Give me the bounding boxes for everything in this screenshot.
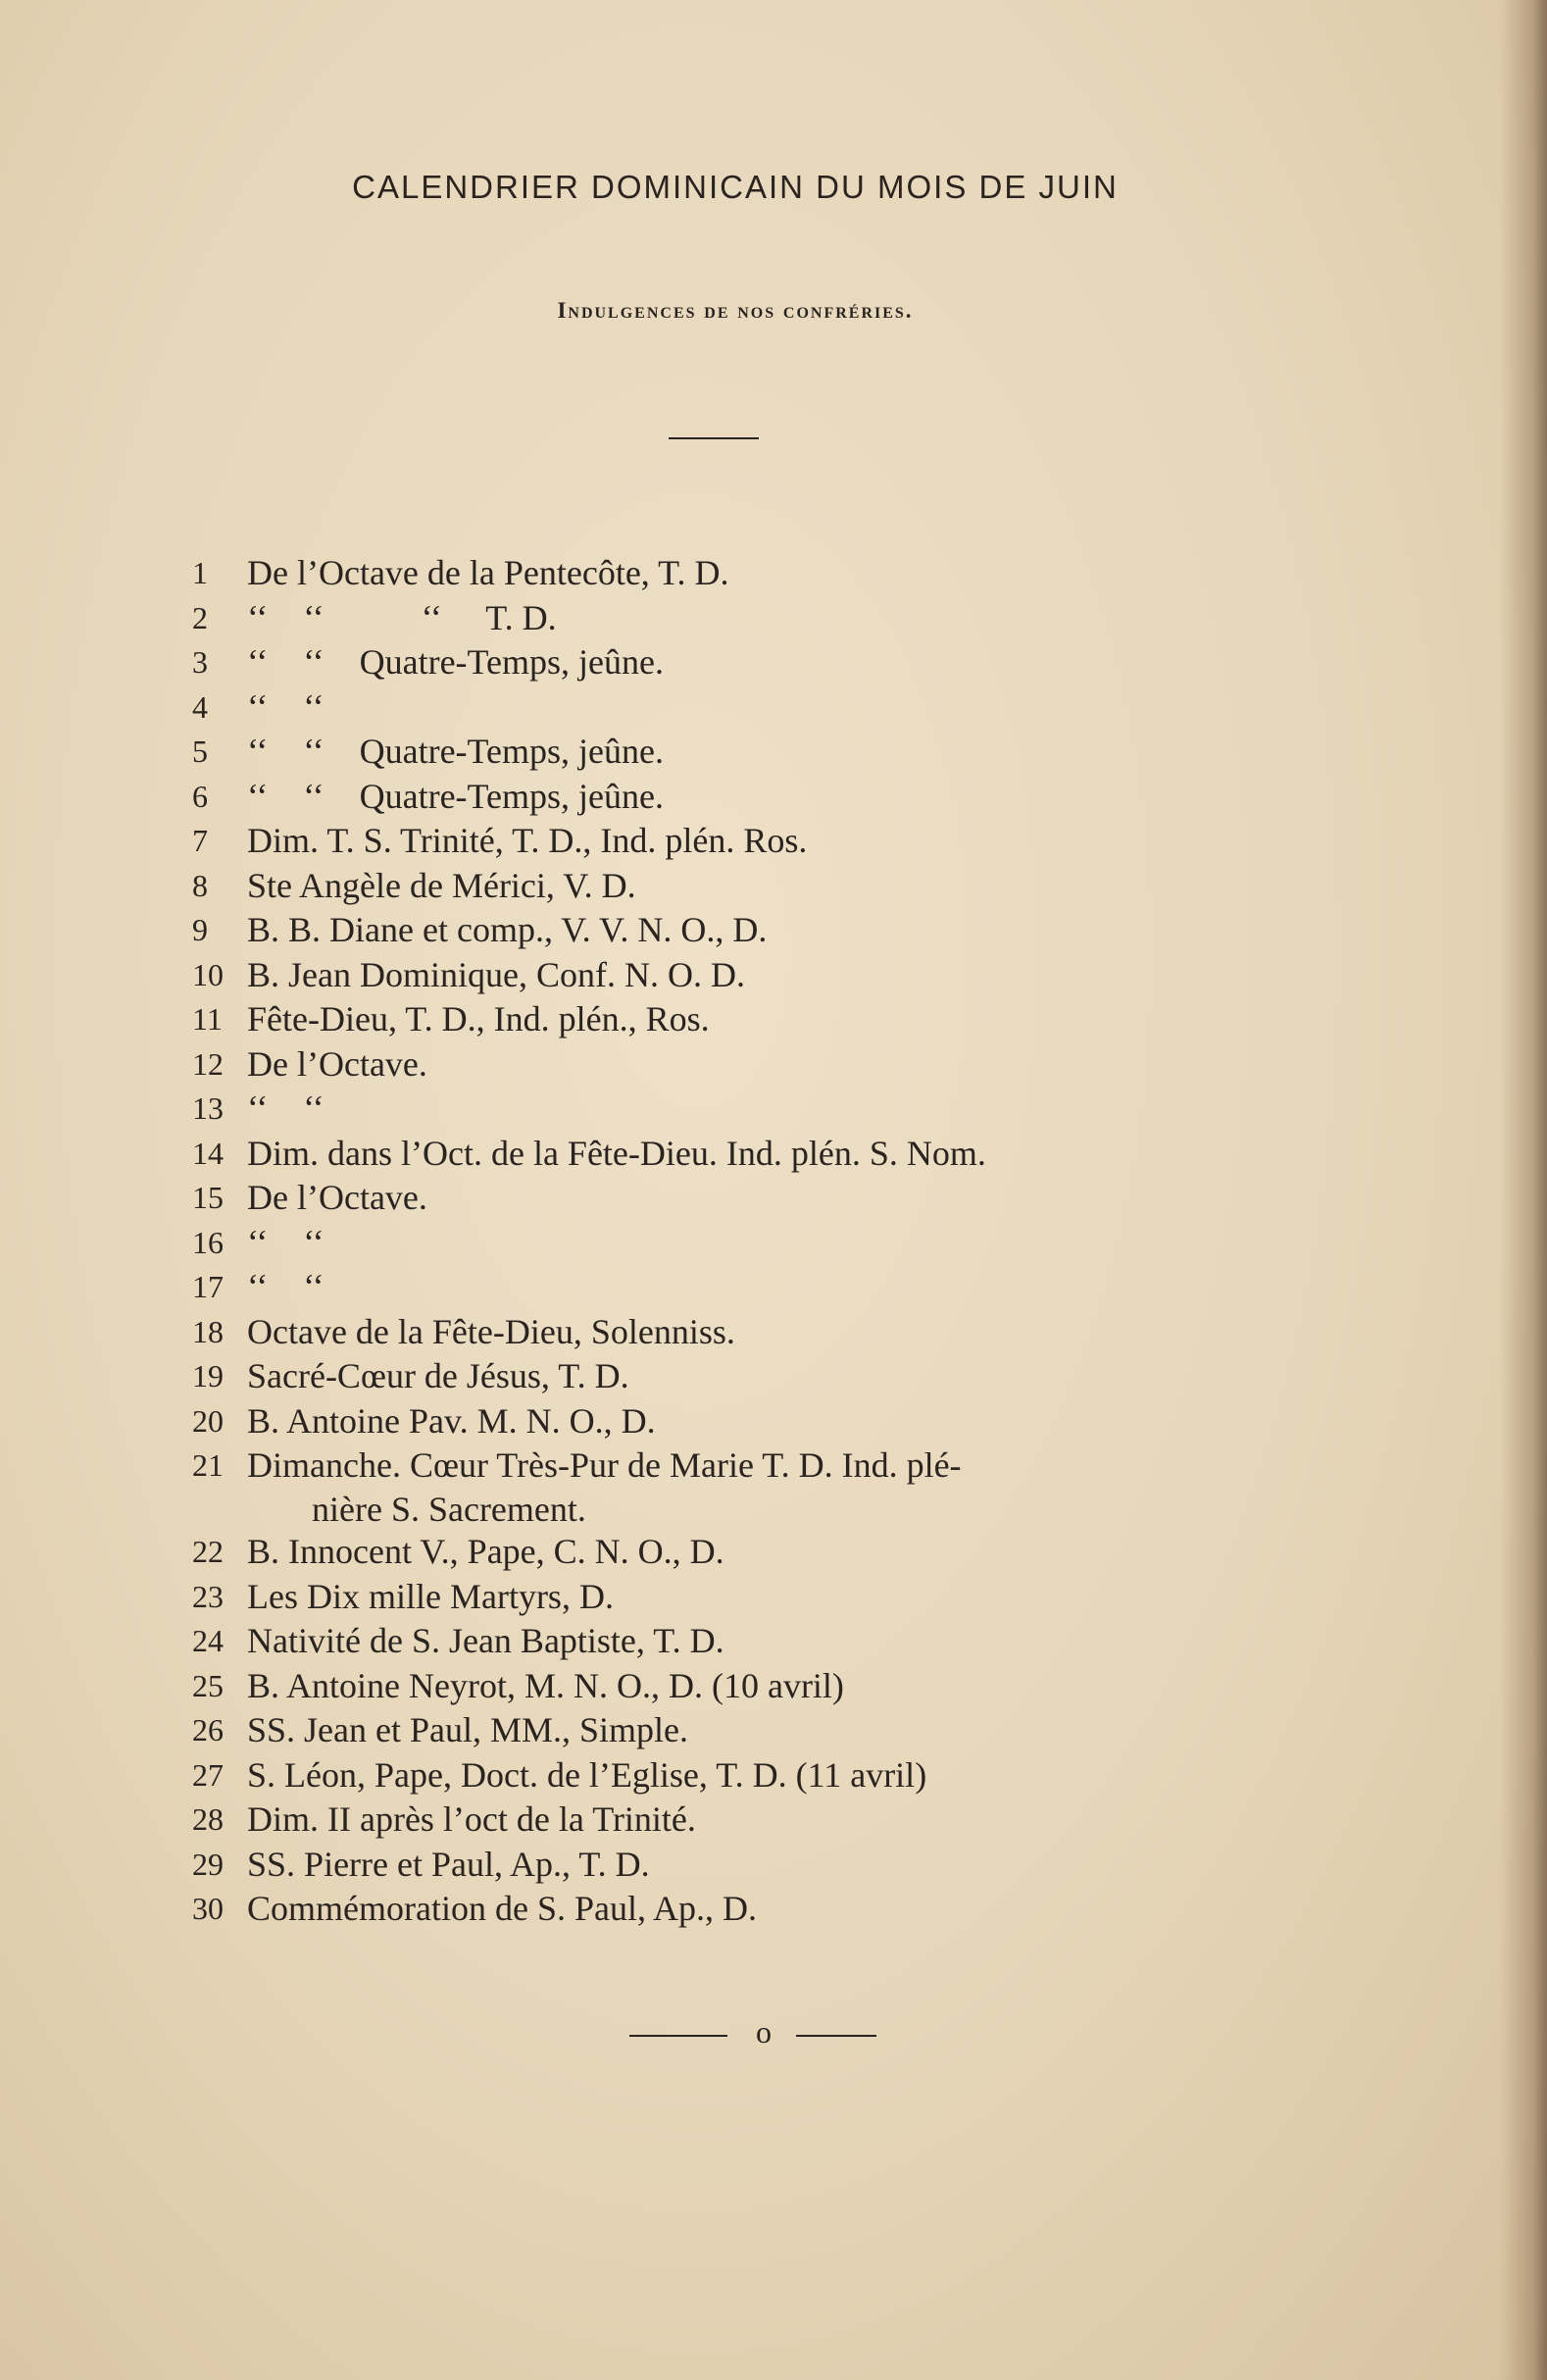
day-text: B. B. Diane et comp., V. V. N. O., D. [247, 910, 768, 949]
day-text: SS. Pierre et Paul, Ap., T. D. [247, 1844, 650, 1884]
day-number: 27 [192, 1756, 224, 1793]
calendar-entry-4 [0, 685, 1471, 731]
day-number: 5 [192, 734, 208, 769]
day-number: 13 [192, 1090, 224, 1126]
calendar-entry-15 [0, 1176, 1471, 1221]
day-number: 17 [192, 1269, 224, 1304]
day-number: 29 [192, 1846, 224, 1882]
day-text: Nativité de S. Jean Baptiste, T. D. [247, 1621, 724, 1660]
day-text: ‘‘ ‘‘ [247, 1222, 324, 1262]
calendar-entry-29 [0, 1843, 1471, 1888]
calendar-entry-11 [0, 997, 1471, 1042]
day-text: Sacré-Cœur de Jésus, T. D. [247, 1356, 629, 1395]
calendar-entry-5 [0, 730, 1471, 775]
day-number: 20 [192, 1402, 224, 1439]
day-text: ‘‘ ‘‘ [247, 1089, 324, 1128]
calendar-entry-20 [0, 1399, 1471, 1444]
day-number: 1 [192, 555, 208, 590]
calendar-list [0, 551, 1471, 1932]
day-text: S. Léon, Pape, Doct. de l’Eglise, T. D. (11 avril) [247, 1754, 927, 1795]
day-number: 12 [192, 1045, 224, 1082]
day-text: ‘‘ ‘‘ [247, 1267, 324, 1306]
day-number: 22 [192, 1534, 224, 1569]
footer-rule-right [796, 2035, 876, 2037]
calendar-entry-18 [0, 1310, 1471, 1355]
day-text: De l’Octave de la Pentecôte, T. D. [247, 553, 729, 592]
calendar-entry-25 [0, 1664, 1471, 1709]
day-number: 16 [192, 1224, 224, 1260]
day-text: Dim. dans l’Oct. de la Fête-Dieu. Ind. plén. S. Nom. [247, 1133, 986, 1173]
day-number: 9 [192, 912, 208, 947]
day-text: ‘‘ ‘‘ Quatre-Temps, jeûne. [247, 776, 664, 816]
day-text: Les Dix mille Martyrs, D. [247, 1576, 614, 1616]
calendar-entry-17 [0, 1265, 1471, 1310]
day-number: 26 [192, 1712, 224, 1747]
day-text: Dim. II après l’oct de la Trinité. [247, 1799, 696, 1839]
calendar-entry-27 [0, 1753, 1471, 1798]
day-text: Dimanche. Cœur Très-Pur de Marie T. D. Ind. plé- [247, 1445, 962, 1485]
day-number: 30 [192, 1891, 224, 1926]
day-text: De l’Octave. [247, 1043, 427, 1084]
book-spine-shadow [1500, 0, 1547, 2380]
day-text: ‘‘ ‘‘ Quatre-Temps, jeûne. [247, 642, 664, 682]
day-number: 24 [192, 1623, 224, 1658]
calendar-entry-10 [0, 953, 1471, 998]
day-number: 6 [192, 778, 208, 814]
calendar-entry-3 [0, 640, 1471, 685]
day-text: ‘‘ ‘‘ ‘‘ T. D. [247, 597, 557, 637]
day-number: 19 [192, 1358, 224, 1393]
day-number: 11 [192, 1001, 223, 1037]
day-number: 14 [192, 1135, 224, 1171]
day-number: 10 [192, 956, 224, 992]
calendar-entry-13 [0, 1087, 1471, 1132]
footer-rule-left [629, 2035, 727, 2037]
day-text: B. Antoine Neyrot, M. N. O., D. (10 avril) [247, 1665, 844, 1705]
day-text: B. Jean Dominique, Conf. N. O. D. [247, 954, 745, 994]
day-text: ‘‘ ‘‘ [247, 686, 324, 727]
page-title: CALENDRIER DOMINICAIN DU MOIS DE JUIN [352, 169, 1119, 205]
calendar-entry-2 [0, 596, 1471, 641]
day-number: 8 [192, 867, 208, 903]
day-text: Octave de la Fête-Dieu, Solenniss. [247, 1311, 735, 1351]
day-number: 18 [192, 1313, 224, 1349]
day-text: SS. Jean et Paul, MM., Simple. [247, 1710, 689, 1749]
calendar-entry-1 [0, 551, 1471, 596]
day-text: De l’Octave. [247, 1178, 427, 1217]
calendar-entry-8 [0, 864, 1471, 909]
day-number: 15 [192, 1180, 224, 1215]
calendar-entry-23 [0, 1575, 1471, 1620]
footer-divider [629, 2014, 876, 2053]
header-divider [669, 437, 759, 439]
day-text: Dim. T. S. Trinité, T. D., Ind. plén. Ros. [247, 821, 808, 860]
calendar-entry-12 [0, 1042, 1471, 1088]
day-number: 2 [192, 599, 208, 635]
day-number: 25 [192, 1667, 224, 1703]
calendar-entry-24 [0, 1619, 1471, 1664]
calendar-entry-26 [0, 1708, 1471, 1753]
footer-ornament: o [756, 2014, 772, 2050]
day-number: 4 [192, 688, 208, 725]
calendar-entry-9 [0, 908, 1471, 953]
day-text: Fête-Dieu, T. D., Ind. plén., Ros. [247, 999, 710, 1038]
calendar-entry-16 [0, 1221, 1471, 1266]
calendar-entry-19 [0, 1354, 1471, 1399]
calendar-entry-22 [0, 1530, 1471, 1575]
day-number: 21 [192, 1447, 224, 1483]
day-text: Commémoration de S. Paul, Ap., D. [247, 1889, 757, 1928]
day-text: ‘‘ ‘‘ Quatre-Temps, jeûne. [247, 732, 664, 771]
day-number: 7 [192, 823, 208, 858]
day-number: 3 [192, 644, 208, 680]
calendar-entry-30 [0, 1887, 1471, 1932]
calendar-entry-6 [0, 775, 1471, 820]
calendar-entry-7 [0, 819, 1471, 864]
day-text: B. Antoine Pav. M. N. O., D. [247, 1400, 656, 1441]
day-number: 28 [192, 1801, 224, 1837]
calendar-entry-14 [0, 1132, 1471, 1177]
calendar-entry-21 [0, 1443, 1471, 1530]
day-text: Ste Angèle de Mérici, V. D. [247, 865, 636, 905]
calendar-entry-28 [0, 1798, 1471, 1843]
day-text: B. Innocent V., Pape, C. N. O., D. [247, 1532, 724, 1571]
day-text-continuation: nière S. Sacrement. [312, 1490, 586, 1529]
day-number: 23 [192, 1578, 224, 1614]
page-subtitle: Indulgences de nos confréries. [557, 298, 914, 323]
